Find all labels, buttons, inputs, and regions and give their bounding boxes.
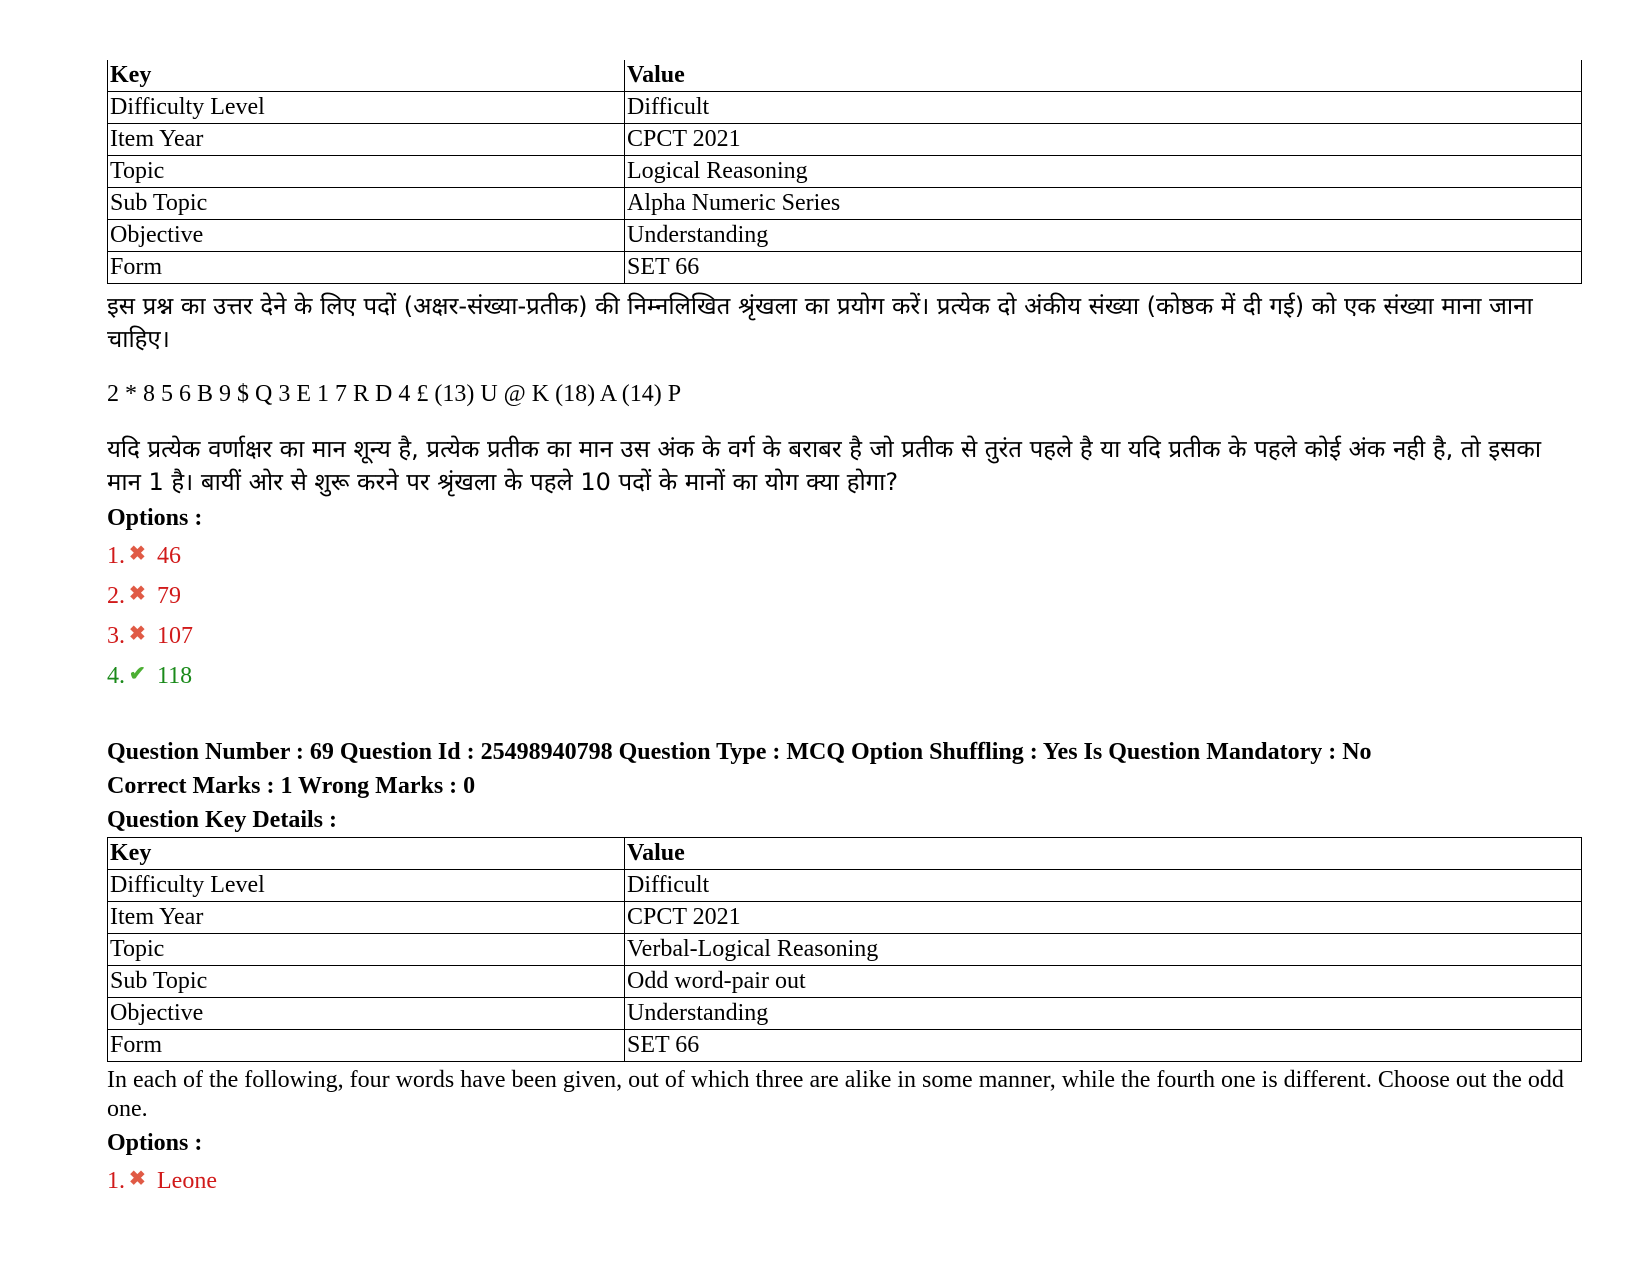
- table-header-value: Value: [625, 60, 1582, 92]
- option-item: [107, 535, 1582, 575]
- option-number: 2.: [107, 583, 125, 609]
- table-header-value: Value: [625, 838, 1582, 870]
- question-intro: इस प्रश्न का उत्तर देने के लिए पदों (अक्षर-संख्या-प्रतीक) की निम्नलिखित श्रृंखला का प्रयोग करें। प्रत्येक दो अंकीय संख्या (कोष्ठक में दी गई) को एक संख्या माना जाना चाहिए।: [107, 292, 1533, 353]
- option-text: Leone: [157, 1168, 217, 1194]
- table-cell-key: Difficulty Level: [108, 870, 625, 902]
- question-body: यदि प्रत्येक वर्णाक्षर का मान शून्य है, प्रत्येक प्रतीक का मान उस अंक के वर्ग के बराबर है जो प्रतीक से तुरंत पहले है या यदि प्रतीक के पहले कोई अंक नही है, तो इसका मान 1 है। बायीं ओर से शुरू करने पर श्रृंखला के पहले 10 पदों के मानों का योग क्या होगा?: [107, 435, 1542, 496]
- table-cell-key: Topic: [108, 156, 625, 188]
- table-cell-key: Item Year: [108, 124, 625, 156]
- table-cell-key: Objective: [108, 220, 625, 252]
- option-item: [107, 655, 1582, 695]
- options-list: [107, 1160, 1582, 1200]
- table-header-key: Key: [108, 60, 625, 92]
- table-cell-value: Understanding: [625, 220, 1582, 252]
- table-header-row: [108, 838, 1582, 870]
- table-cell-value: Logical Reasoning: [625, 156, 1582, 188]
- table-row: [108, 156, 1582, 188]
- table-row: [108, 220, 1582, 252]
- table-row: [108, 998, 1582, 1030]
- option-number: 3.: [107, 623, 125, 649]
- key-details-label: Question Key Details :: [107, 807, 337, 833]
- wrong-icon: ✖: [129, 1168, 146, 1190]
- option-number: 1.: [107, 1168, 125, 1194]
- table-header-key: Key: [108, 838, 625, 870]
- table-row: [108, 252, 1582, 284]
- table-cell-value: Understanding: [625, 998, 1582, 1030]
- table-header-row: [108, 60, 1582, 92]
- correct-icon: ✔: [129, 663, 146, 685]
- option-text: 46: [157, 543, 181, 569]
- options-label: Options :: [107, 505, 203, 531]
- table-cell-key: Form: [108, 1030, 625, 1062]
- options-label: Options :: [107, 1130, 203, 1156]
- table-row: [108, 934, 1582, 966]
- table-cell-value: Difficult: [625, 92, 1582, 124]
- table-cell-key: Difficulty Level: [108, 92, 625, 124]
- option-text: 118: [157, 663, 193, 689]
- option-number: 1.: [107, 543, 125, 569]
- table-cell-key: Objective: [108, 998, 625, 1030]
- option-item: [107, 615, 1582, 655]
- question-document: [107, 60, 1582, 1200]
- table-row: [108, 902, 1582, 934]
- wrong-icon: ✖: [129, 623, 146, 645]
- table-cell-value: SET 66: [625, 252, 1582, 284]
- question-marks: Correct Marks : 1 Wrong Marks : 0: [107, 773, 476, 799]
- table-row: [108, 124, 1582, 156]
- option-text: 79: [157, 583, 181, 609]
- option-number: 4.: [107, 663, 125, 689]
- option-item: [107, 1160, 1582, 1200]
- table-cell-value: Verbal-Logical Reasoning: [625, 934, 1582, 966]
- table-row: [108, 92, 1582, 124]
- table-cell-value: CPCT 2021: [625, 124, 1582, 156]
- question-series: 2 * 8 5 6 B 9 $ Q 3 E 1 7 R D 4 £ (13) U @ K (18) A (14) P: [107, 381, 682, 407]
- table-cell-value: CPCT 2021: [625, 902, 1582, 934]
- table-row: [108, 966, 1582, 998]
- table-cell-value: Alpha Numeric Series: [625, 188, 1582, 220]
- table-row: [108, 188, 1582, 220]
- table-cell-key: Form: [108, 252, 625, 284]
- table-row: [108, 870, 1582, 902]
- table-row: [108, 1030, 1582, 1062]
- options-list: [107, 535, 1582, 695]
- question-meta: Question Number : 69 Question Id : 25498940798 Question Type : MCQ Option Shuffling : Yes Is Question Mandatory : No: [107, 739, 1372, 765]
- option-text: 107: [157, 623, 193, 649]
- wrong-icon: ✖: [129, 543, 146, 565]
- table-cell-key: Sub Topic: [108, 966, 625, 998]
- key-details-table-2: [107, 837, 1582, 1062]
- question-intro: In each of the following, four words have been given, out of which three are alike in some manner, while the fourth one is different. Choose out the odd one.: [107, 1067, 1564, 1122]
- table-cell-value: SET 66: [625, 1030, 1582, 1062]
- key-details-table-1: [107, 60, 1582, 284]
- option-item: [107, 575, 1582, 615]
- wrong-icon: ✖: [129, 583, 146, 605]
- table-cell-key: Topic: [108, 934, 625, 966]
- table-cell-key: Sub Topic: [108, 188, 625, 220]
- table-cell-value: Odd word-pair out: [625, 966, 1582, 998]
- table-cell-key: Item Year: [108, 902, 625, 934]
- table-cell-value: Difficult: [625, 870, 1582, 902]
